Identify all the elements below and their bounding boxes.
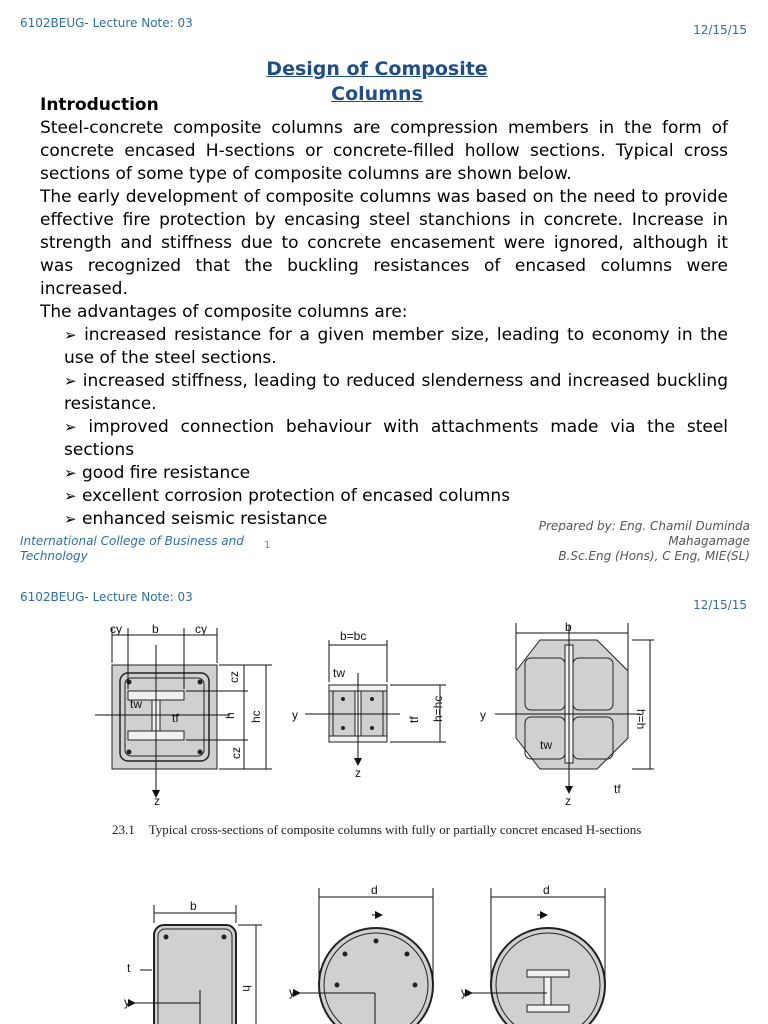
advantages-lead: The advantages of composite columns are:: [40, 302, 408, 322]
circular-h-section: [461, 883, 605, 1024]
section-heading: Introduction: [40, 95, 159, 115]
figure-caption: [112, 822, 657, 837]
list-item: [64, 370, 728, 416]
footer-page-number: 1: [264, 540, 271, 551]
tw-label: tw: [130, 697, 142, 711]
history-paragraph: The early development of composite columns was based on the need to provide effective fire protection by encasing steel stanchions in concrete. Increase in strength and stiffness due to concrete encasement were ignored, although it was recognized that the buckling resistances of encased columns were increased.: [40, 187, 728, 299]
title-line-2: Columns: [331, 83, 423, 105]
title-line-1: Design of Composite: [266, 58, 488, 80]
d-label: d: [371, 883, 378, 897]
b-label: b: [190, 899, 197, 913]
b-eq-bc-label: b=bc: [340, 629, 367, 643]
hc-label: hc: [249, 710, 263, 723]
slide-header-date: 12/15/15: [693, 598, 747, 612]
list-item-text: enhanced seismic resistance: [81, 509, 328, 529]
slide-header-date: 12/15/15: [693, 23, 747, 37]
h-eq-hc-label: h=h: [634, 709, 648, 730]
list-item-text: increased resistance for a given member size, leading to economy in the use of the steel sections.: [64, 325, 728, 368]
footer-institution: International College of Business and Technology: [20, 534, 244, 563]
slide-header-course: 6102BEUG- Lecture Note: 03: [20, 16, 193, 30]
partially-encased-section: [292, 629, 446, 780]
list-item: [64, 324, 728, 370]
h-label: h: [223, 712, 237, 719]
arrow-bullet-icon: ➢: [64, 372, 77, 390]
caption-text: Typical cross-sections of composite columns with fully or partially concret encased H-sections: [148, 822, 642, 837]
caption-number: 23.1: [112, 822, 135, 837]
tw-label: tw: [540, 738, 552, 752]
tw-label: tw: [333, 666, 345, 680]
composite-section-figure: [0, 585, 768, 1024]
list-item: [64, 416, 728, 462]
y-axis-label: y: [124, 995, 130, 1009]
list-item-text: excellent corrosion protection of encased columns: [81, 486, 511, 506]
b-label: b: [565, 620, 572, 634]
intro-paragraph: Steel-concrete composite columns are compression members in the form of concrete encased H-sections or concrete-filled hollow sections. Typical cross sections of some type of composite columns are shown below.: [40, 118, 728, 184]
z-axis-label: z: [154, 794, 160, 808]
b-label: b: [152, 622, 159, 636]
arrow-bullet-icon: ➢: [64, 464, 77, 482]
octagonal-encased-section: [480, 620, 654, 808]
h-eq-hc-label: h=hc: [431, 695, 445, 722]
advantages-list: [40, 324, 728, 531]
arrow-bullet-icon: ➢: [64, 418, 77, 436]
list-item-text: increased stiffness, leading to reduced slenderness and increased buckling resistance.: [64, 371, 728, 414]
arrow-bullet-icon: ➢: [64, 326, 77, 344]
list-item: [64, 485, 728, 508]
d-label: d: [543, 883, 550, 897]
list-item: [64, 462, 728, 485]
cy-label: cy: [195, 622, 207, 636]
arrow-bullet-icon: ➢: [64, 487, 77, 505]
y-axis-label: y: [461, 985, 467, 999]
fully-encased-section: [95, 622, 272, 808]
lecture-slide-2: [0, 585, 768, 1024]
footer-author-name: Prepared by: Eng. Chamil Duminda Mahagamage: [538, 519, 750, 548]
z-axis-label: z: [565, 794, 571, 808]
tf-label: tf: [172, 711, 179, 725]
y-axis-label: y: [292, 708, 298, 722]
slide-body: [40, 94, 728, 531]
cz-label: cz: [227, 671, 241, 683]
cy-label: cy: [110, 622, 122, 636]
cz-label: cz: [229, 747, 243, 759]
list-item-text: improved connection behaviour with attachments made via the steel sections: [64, 417, 728, 460]
tf-label: tf: [614, 782, 621, 796]
y-axis-label: y: [480, 708, 486, 722]
slide-header-course: 6102BEUG- Lecture Note: 03: [20, 590, 193, 604]
list-item-text: good fire resistance: [81, 463, 251, 483]
circular-filled-section: [289, 883, 433, 1024]
footer-author-credentials: B.Sc.Eng (Hons), C Eng, MIE(SL): [558, 549, 750, 563]
y-axis-label: y: [289, 985, 295, 999]
t-label: t: [127, 961, 131, 975]
rectangular-filled-section: [124, 899, 262, 1024]
arrow-bullet-icon: ➢: [64, 510, 77, 528]
tf-label: tf: [407, 716, 421, 723]
footer-author: [510, 519, 750, 564]
z-axis-label: z: [355, 766, 361, 780]
h-label: h: [240, 985, 254, 992]
